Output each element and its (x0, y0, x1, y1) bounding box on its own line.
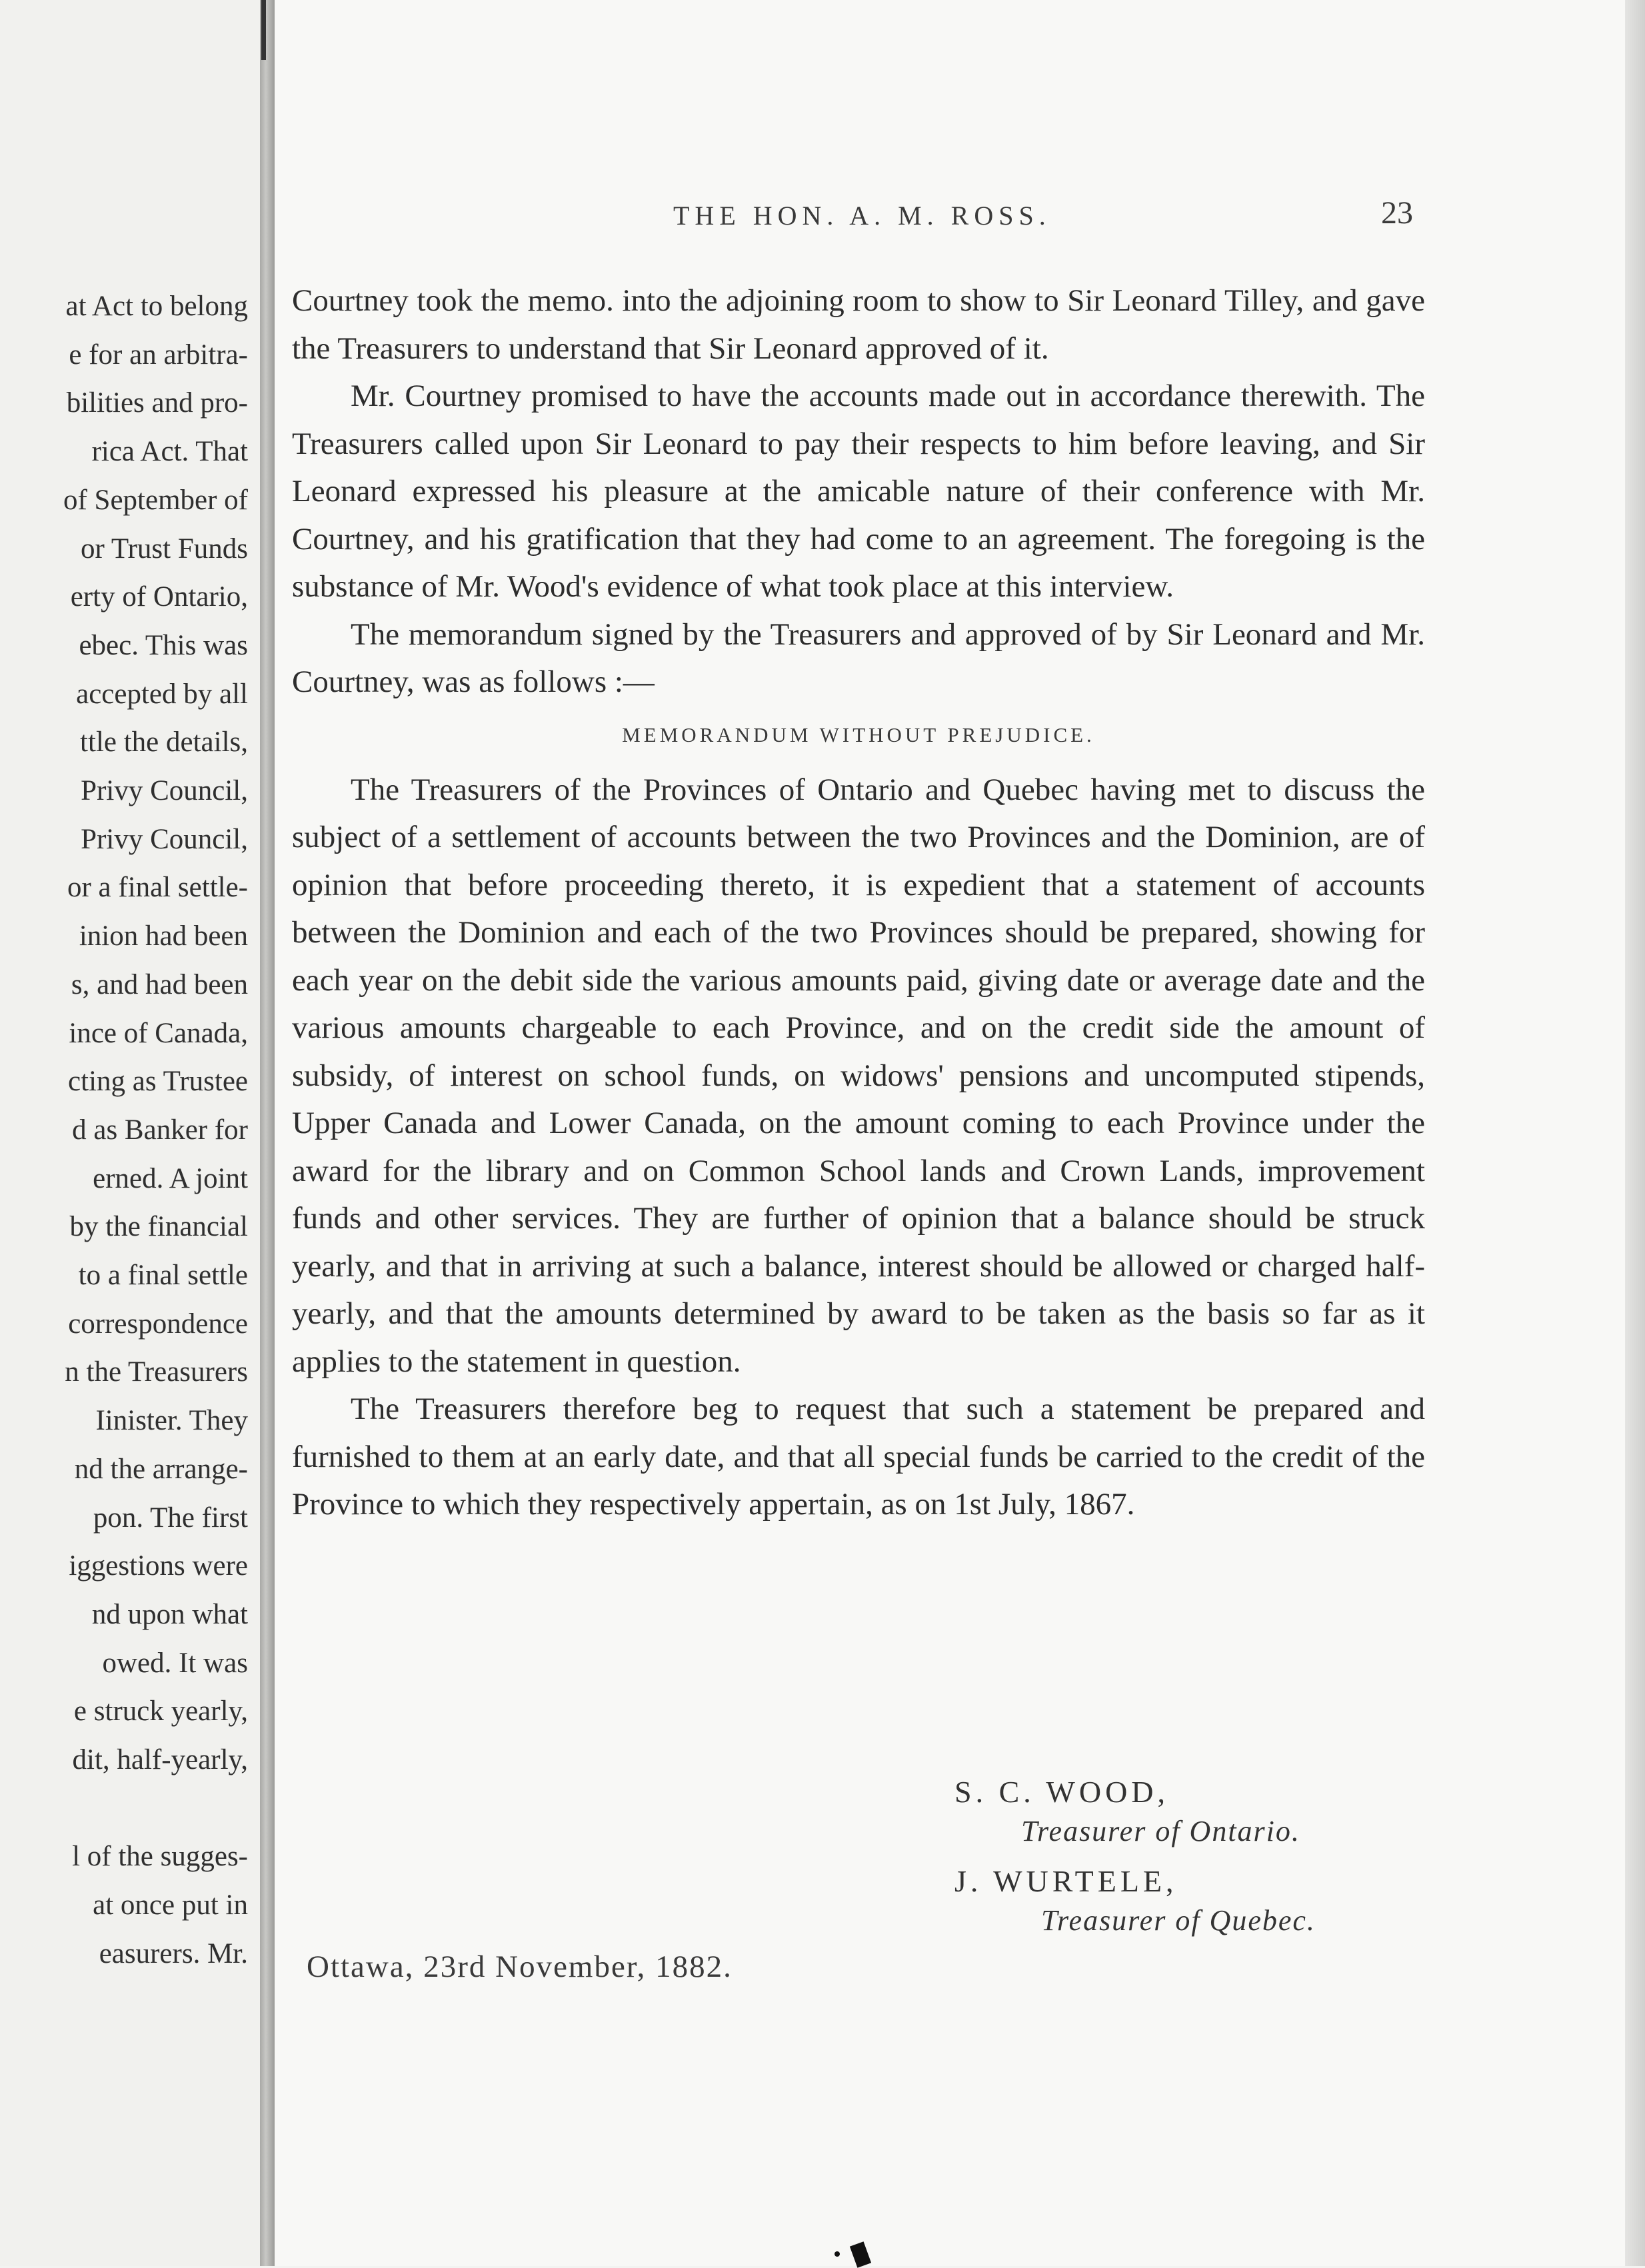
left-page-line: ebec. This was (79, 629, 248, 661)
memo-paragraph: The Treasurers therefore beg to request that such a statement be prepared and furnished to them at an early date, and that all special funds be carried to the credit of the Province to which they respectively appertain, as on 1st July, 1867. (292, 1392, 1425, 1522)
paragraph: The memorandum signed by the Treasurers and approved of by Sir Leonard and Mr. Courtney, was as follows :— (292, 616, 1425, 699)
left-page-line: at Act to belong (65, 291, 248, 322)
left-page-line: iggestions were (69, 1550, 248, 1582)
left-page-fragment (0, 0, 260, 2266)
left-page-line: bilities and pro- (66, 387, 248, 419)
paragraph-continued: Courtney took the memo. into the adjoining room to show to Sir Leonard Tilley, and gave the Treasurers to understand that Sir Leonard approved of it. (292, 283, 1425, 366)
running-title: THE HON. A. M. ROSS. (673, 201, 1051, 231)
signature-title-wurtele: Treasurer of Quebec. (1041, 1904, 1316, 1937)
left-page-line: or Trust Funds (81, 533, 248, 565)
left-page-line: n the Treasurers (65, 1356, 248, 1388)
left-page-line: d as Banker for (72, 1114, 248, 1146)
left-page-line: inion had been (79, 920, 248, 952)
memo-heading: MEMORANDUM WITHOUT PREJUDICE. (622, 722, 1095, 746)
left-page-line: Iinister. They (95, 1405, 248, 1437)
left-page-line: e struck yearly, (73, 1696, 248, 1727)
left-page-line: accepted by all (76, 678, 248, 710)
signature-name-wurtele: J. WURTELE, (954, 1864, 1178, 1898)
left-page-line: owed. It was (102, 1647, 248, 1679)
signature-title-wood: Treasurer of Ontario. (1021, 1815, 1300, 1847)
left-page-line: nd the arrange- (74, 1453, 248, 1485)
gutter-shadow (261, 0, 266, 60)
left-page-line: nd upon what (91, 1598, 248, 1630)
left-page-line: Privy Council, (81, 775, 248, 806)
left-page-line: of September of (63, 484, 248, 516)
left-page-line: correspondence (68, 1308, 248, 1340)
memo-paragraph: The Treasurers of the Provinces of Ontario and Quebec having met to discuss the subject of a settlement of accounts between the two Provinces and the Dominion, are of opinion that before proceeding thereto, it is expedient that a statement of accounts between the Dominion and each of the two Provinces should be prepared, showing for each year on the debit side the various amounts paid, giving date or average date and the various amounts chargeable to each Province, and on the credit side the amount of subsidy, of interest on school funds, on widows' pensions and uncomputed stipends, Upper Canada and Lower Canada, on the amount coming to each Province under the award for the library and on Common School lands and Crown Lands, improvement funds and other services. They are further of opinion that a balance should be struck yearly, and that in arriving at such a balance, interest should be allowed or charged half-yearly, and that the amounts determined by award to be taken as the basis so far as it applies to the statement in question. (292, 772, 1425, 1379)
scan-mark (834, 2251, 840, 2257)
left-page-line: or a final settle- (67, 872, 248, 904)
page-gutter (260, 0, 275, 2266)
left-page-line: ince of Canada, (69, 1017, 248, 1049)
page-edge (1625, 0, 1645, 2266)
left-page-line: cting as Trustee (68, 1066, 248, 1098)
main-text-column (292, 277, 1425, 1529)
signature-name-wood: S. C. WOOD, (954, 1775, 1170, 1809)
paragraph: Mr. Courtney promised to have the accounts made out in accordance therewith. The Treasurers called upon Sir Leonard to pay their respects to him before leaving, and Sir Leonard expressed his pleasure at the amicable nature of their conference with Mr. Courtney, and his gratification that they had come to an agreement. The foregoing is the substance of Mr. Wood's evidence of what took place at this interview. (292, 379, 1425, 604)
left-page-line: dit, half-yearly, (72, 1744, 248, 1775)
left-page-line: at once put in (93, 1889, 248, 1921)
left-page-line: pon. The first (93, 1502, 248, 1534)
left-page-line: erty of Ontario, (70, 581, 248, 613)
left-page-line: e for an arbitra- (69, 339, 248, 371)
page-number: 23 (1381, 195, 1413, 231)
left-page-line: s, and had been (71, 968, 248, 1000)
left-page-line: by the financial (69, 1211, 248, 1243)
left-page-line: ttle the details, (80, 726, 248, 758)
left-page-line: to a final settle (78, 1260, 248, 1291)
left-page-line: rica Act. That (91, 436, 248, 468)
left-page-line: erned. A joint (93, 1162, 248, 1194)
dateline: Ottawa, 23rd November, 1882. (307, 1949, 733, 1984)
left-page-line: Privy Council, (81, 823, 248, 855)
left-page-line: l of the sugges- (72, 1841, 248, 1873)
left-page-line: easurers. Mr. (99, 1937, 248, 1969)
